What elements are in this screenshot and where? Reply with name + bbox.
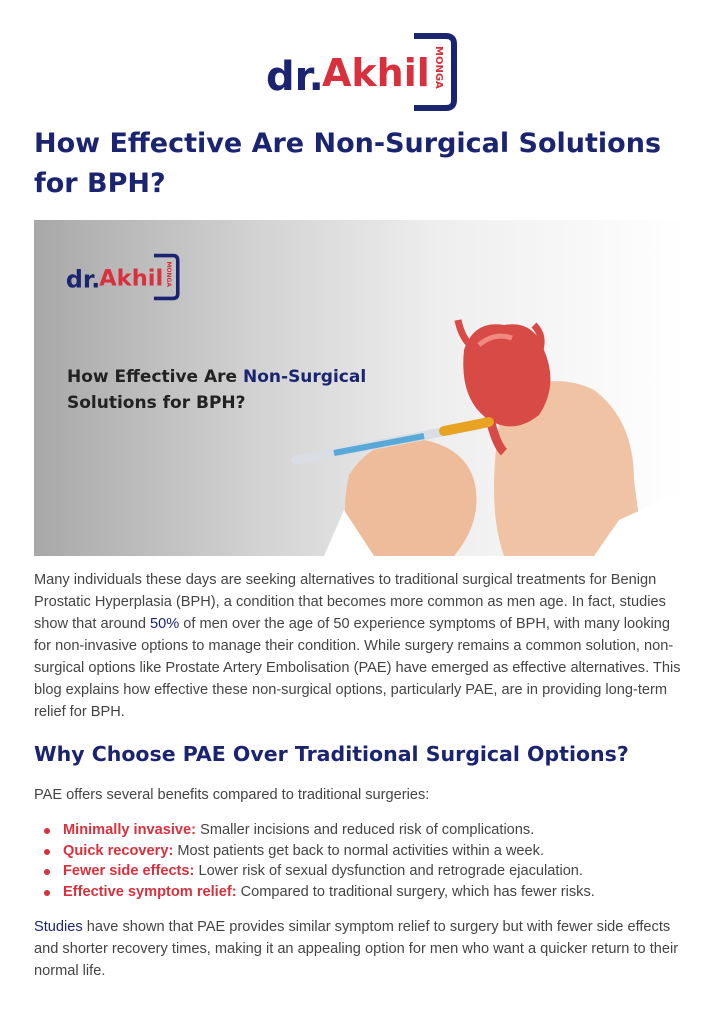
section-heading: Why Choose PAE Over Traditional Surgical Options? [34,742,629,766]
page-title: How Effective Are Non-Surgical Solutions for BPH? [34,128,662,199]
closing-text: have shown that PAE provides similar symptom relief to surgery but with fewer side effects and shorter recovery times, making it an appealing option for men who want a quicker return to their normal life. [34,919,679,979]
logo-vertical-text: MONGA [433,46,444,89]
hero-title-part2: Solutions for BPH? [67,393,246,413]
list-item [44,820,684,841]
logo-prefix: dr. [266,54,324,100]
benefit-text: Smaller incisions and reduced risk of complications. [196,822,535,838]
benefit-term: Minimally invasive: [63,822,197,838]
hero-logo-prefix: dr. [65,265,101,294]
hero-logo-vertical-text: MONGA [165,261,173,287]
bullet-dot-icon [44,890,50,896]
statistic-link[interactable]: 50% [150,616,180,632]
list-item [44,861,684,882]
hero-title [67,364,397,416]
benefit-text: Lower risk of sexual dysfunction and retrograde ejaculation. [194,863,583,879]
benefit-term: Effective symptom relief: [63,883,237,900]
closing-paragraph [34,916,686,982]
intro-paragraph [34,569,686,723]
hero-title-part1: How Effective Are [67,367,243,387]
benefits-list [44,820,684,902]
hero-logo-graphic [64,252,182,302]
list-item [44,882,684,903]
bullet-dot-icon [44,849,50,855]
list-item [44,841,684,862]
benefit-term: Quick recovery: [63,842,174,859]
benefit-text: Most patients get back to normal activities within a week. [173,842,545,859]
hero-image [34,220,685,556]
bullet-dot-icon [44,869,50,875]
studies-link[interactable]: Studies [34,919,83,935]
section-intro: PAE offers several benefits compared to traditional surgeries: [34,787,430,803]
logo-name: Akhil [322,51,430,95]
benefit-text: Compared to traditional surgery, which has fewer risks. [236,883,595,900]
benefit-term: Fewer side effects: [63,863,195,879]
intro-text-before: Many individuals these days are seeking alternatives to traditional surgical treatments for Benign Prostatic Hyperplasia (BPH), a condition that becomes more common as men age. In fact, studies show that around [34,572,666,632]
hero-logo [64,252,182,302]
bullet-dot-icon [44,828,50,834]
hero-logo-name: Akhil [99,265,164,292]
site-logo[interactable] [264,30,460,114]
hero-title-accent: Non-Surgical [243,367,367,387]
intro-text-after: of men over the age of 50 experience symptoms of BPH, with many looking for non-invasive options to manage their condition. While surgery remains a common solution, non-surgical options like Prostate Artery Embolisation (PAE) have emerged as effective alternatives. This blog explains how effective these non-surgical options, particularly PAE, are in providing long-term relief for BPH. [34,616,681,720]
logo-graphic [264,30,460,114]
